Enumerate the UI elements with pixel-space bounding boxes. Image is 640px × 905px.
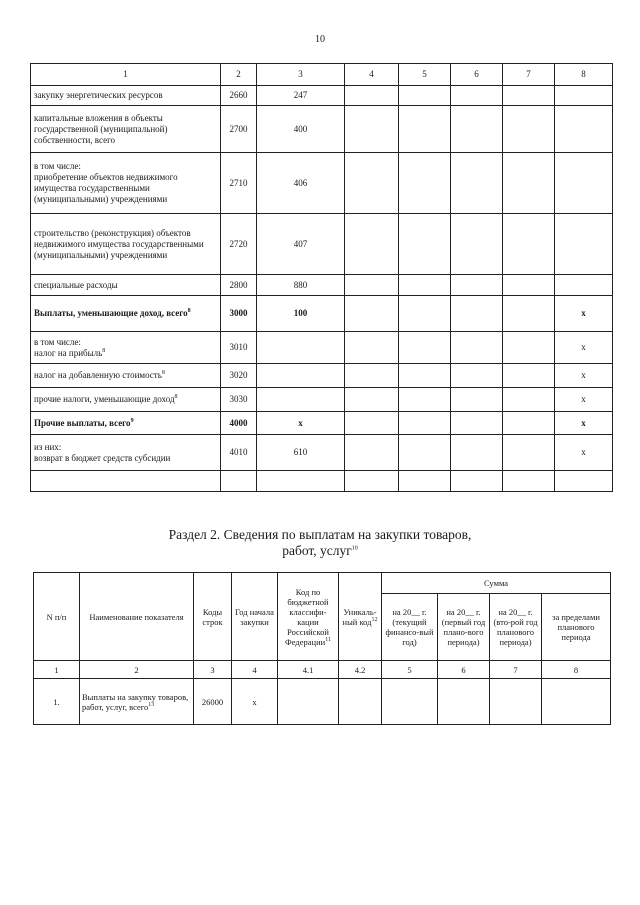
row-label bbox=[31, 388, 221, 412]
row-col8 bbox=[555, 214, 613, 275]
row-col6 bbox=[451, 388, 503, 412]
table-row bbox=[31, 471, 613, 492]
table-row bbox=[31, 214, 613, 275]
table-row bbox=[31, 364, 613, 388]
row-name-text: Выплаты на закупку товаров, работ, услуг, всего bbox=[82, 691, 189, 712]
row-col7 bbox=[503, 471, 555, 492]
row-code: 4010 bbox=[221, 435, 257, 471]
colnum-3: 3 bbox=[194, 661, 232, 679]
row-kbk: 100 bbox=[257, 296, 345, 332]
row-code: 2720 bbox=[221, 214, 257, 275]
header-sum-current: на 20__ г. (текущий финансо-вый год) bbox=[382, 594, 438, 661]
row-name bbox=[80, 679, 194, 725]
row-col7 bbox=[503, 296, 555, 332]
section-title-line2: работ, услуг bbox=[282, 543, 352, 558]
row-label bbox=[31, 435, 221, 471]
row-col7 bbox=[503, 332, 555, 364]
row-col7 bbox=[503, 435, 555, 471]
row-label bbox=[31, 412, 221, 435]
row-label bbox=[31, 471, 221, 492]
row-col6 bbox=[451, 214, 503, 275]
row-col4 bbox=[345, 364, 399, 388]
row-unique bbox=[339, 679, 382, 725]
col-header-8: 8 bbox=[555, 64, 613, 86]
row-col7 bbox=[503, 364, 555, 388]
row-sum-beyond bbox=[542, 679, 611, 725]
row-kbk: 406 bbox=[257, 153, 345, 214]
table-row bbox=[31, 153, 613, 214]
row-kbk: 247 bbox=[257, 86, 345, 106]
row-code: 2660 bbox=[221, 86, 257, 106]
row-col7 bbox=[503, 106, 555, 153]
row-code: 2710 bbox=[221, 153, 257, 214]
column-numbers-row bbox=[34, 661, 611, 679]
row-label-text: строительство (реконструкция) объектов недвижимого имущества государственными (муниципальными) учреждениями bbox=[34, 227, 204, 260]
row-label-text: прочие налоги, уменьшающие доход bbox=[34, 394, 175, 404]
row-label-text: в том числе: налог на прибыль bbox=[34, 336, 103, 358]
row-code: 2700 bbox=[221, 106, 257, 153]
row-code: 4000 bbox=[221, 412, 257, 435]
col-header-1: 1 bbox=[31, 64, 221, 86]
row-label-footnote: 8 bbox=[187, 308, 191, 314]
table-header-row bbox=[31, 64, 613, 86]
row-label bbox=[31, 153, 221, 214]
row-kbk bbox=[257, 332, 345, 364]
row-col6 bbox=[451, 86, 503, 106]
row-col6 bbox=[451, 412, 503, 435]
row-col4 bbox=[345, 275, 399, 296]
header-year: Год начала закупки bbox=[232, 573, 278, 661]
row-col5 bbox=[399, 275, 451, 296]
col-header-5: 5 bbox=[399, 64, 451, 86]
row-col5 bbox=[399, 106, 451, 153]
row-col6 bbox=[451, 435, 503, 471]
colnum-4-2: 4.2 bbox=[339, 661, 382, 679]
row-col5 bbox=[399, 412, 451, 435]
row-col6 bbox=[451, 364, 503, 388]
row-col5 bbox=[399, 388, 451, 412]
row-col4 bbox=[345, 86, 399, 106]
row-sum-first bbox=[438, 679, 490, 725]
row-col7 bbox=[503, 214, 555, 275]
row-col8: х bbox=[555, 412, 613, 435]
row-label bbox=[31, 296, 221, 332]
row-label-text: из них: возврат в бюджет средств субсидии bbox=[34, 441, 171, 463]
table-row bbox=[31, 332, 613, 364]
row-col6 bbox=[451, 275, 503, 296]
row-col4 bbox=[345, 332, 399, 364]
row-col8: х bbox=[555, 364, 613, 388]
row-kbk: 400 bbox=[257, 106, 345, 153]
row-col5 bbox=[399, 364, 451, 388]
section-title-line1: Раздел 2. Сведения по выплатам на закупки товаров, bbox=[168, 527, 472, 542]
col-header-2: 2 bbox=[221, 64, 257, 86]
row-label bbox=[31, 106, 221, 153]
header-sum-second: на 20__ г. (вто-рой год планового периода) bbox=[490, 594, 542, 661]
table-row bbox=[34, 679, 611, 725]
row-col6 bbox=[451, 296, 503, 332]
row-col5 bbox=[399, 214, 451, 275]
row-col5 bbox=[399, 296, 451, 332]
table-row bbox=[31, 275, 613, 296]
colnum-4-1: 4.1 bbox=[278, 661, 339, 679]
row-kbk bbox=[278, 679, 339, 725]
row-col4 bbox=[345, 153, 399, 214]
col-header-6: 6 bbox=[451, 64, 503, 86]
row-label bbox=[31, 275, 221, 296]
row-col4 bbox=[345, 471, 399, 492]
row-label bbox=[31, 364, 221, 388]
header-name: Наименование показателя bbox=[80, 573, 194, 661]
header-kbk-footnote: 11 bbox=[325, 636, 331, 643]
table-row bbox=[31, 388, 613, 412]
col-header-7: 7 bbox=[503, 64, 555, 86]
header-kbk bbox=[278, 573, 339, 661]
header-unique-text: Уникаль-ный код bbox=[342, 606, 377, 627]
row-col8: х bbox=[555, 332, 613, 364]
table-row bbox=[31, 106, 613, 153]
row-kbk bbox=[257, 364, 345, 388]
row-col8 bbox=[555, 275, 613, 296]
header-codes: Коды строк bbox=[194, 573, 232, 661]
row-label-footnote: 9 bbox=[130, 417, 134, 424]
row-col5 bbox=[399, 86, 451, 106]
row-col8 bbox=[555, 86, 613, 106]
colnum-8: 8 bbox=[542, 661, 611, 679]
row-label-footnote: 8 bbox=[174, 394, 178, 400]
row-col4 bbox=[345, 214, 399, 275]
col-header-3: 3 bbox=[257, 64, 345, 86]
header-np: N п/п bbox=[34, 573, 80, 661]
row-year: х bbox=[232, 679, 278, 725]
row-label-footnote: 8 bbox=[161, 370, 165, 376]
header-unique bbox=[339, 573, 382, 661]
row-code bbox=[221, 471, 257, 492]
row-col8 bbox=[555, 471, 613, 492]
row-col8: х bbox=[555, 388, 613, 412]
colnum-7: 7 bbox=[490, 661, 542, 679]
row-col6 bbox=[451, 471, 503, 492]
row-col5 bbox=[399, 471, 451, 492]
colnum-4: 4 bbox=[232, 661, 278, 679]
row-label-text: специальные расходы bbox=[34, 279, 118, 290]
row-col6 bbox=[451, 332, 503, 364]
row-col4 bbox=[345, 388, 399, 412]
page-number: 10 bbox=[315, 34, 325, 45]
colnum-5: 5 bbox=[382, 661, 438, 679]
row-kbk bbox=[257, 471, 345, 492]
row-col4 bbox=[345, 106, 399, 153]
row-label-text: налог на добавленную стоимость bbox=[34, 370, 162, 380]
header-kbk-text: Код по бюджетной классифи-кации Российской Федерации bbox=[285, 586, 329, 647]
row-col7 bbox=[503, 388, 555, 412]
row-col4 bbox=[345, 435, 399, 471]
row-kbk: 880 bbox=[257, 275, 345, 296]
row-col4 bbox=[345, 412, 399, 435]
purchases-table bbox=[33, 572, 611, 725]
row-sum-current bbox=[382, 679, 438, 725]
row-col7 bbox=[503, 153, 555, 214]
row-kbk: х bbox=[257, 412, 345, 435]
row-code: 2800 bbox=[221, 275, 257, 296]
row-label bbox=[31, 332, 221, 364]
header-unique-footnote: 12 bbox=[371, 616, 378, 623]
row-col5 bbox=[399, 435, 451, 471]
row-sum-second bbox=[490, 679, 542, 725]
row-col6 bbox=[451, 106, 503, 153]
row-col7 bbox=[503, 275, 555, 296]
row-code: 3000 bbox=[221, 296, 257, 332]
table-row bbox=[31, 296, 613, 332]
payments-table bbox=[30, 63, 613, 492]
row-col8 bbox=[555, 153, 613, 214]
row-np: 1. bbox=[34, 679, 80, 725]
row-label bbox=[31, 86, 221, 106]
row-label-text: Прочие выплаты, всего bbox=[34, 417, 131, 428]
row-kbk bbox=[257, 388, 345, 412]
row-col4 bbox=[345, 296, 399, 332]
row-label bbox=[31, 214, 221, 275]
row-col6 bbox=[451, 153, 503, 214]
row-kbk: 407 bbox=[257, 214, 345, 275]
row-col8: х bbox=[555, 296, 613, 332]
row-col7 bbox=[503, 412, 555, 435]
row-code: 3020 bbox=[221, 364, 257, 388]
row-col7 bbox=[503, 86, 555, 106]
row-label-text: в том числе: приобретение объектов недвижимого имущества государственными (муниципальными) учреждениями bbox=[34, 161, 178, 204]
row-label-text: Выплаты, уменьшающие доход, всего bbox=[34, 308, 188, 318]
header-sum-first: на 20__ г. (первый год плано-вого периода) bbox=[438, 594, 490, 661]
section-title-footnote: 10 bbox=[351, 545, 358, 552]
row-col8: х bbox=[555, 435, 613, 471]
row-kbk: 610 bbox=[257, 435, 345, 471]
table-row bbox=[31, 86, 613, 106]
colnum-6: 6 bbox=[438, 661, 490, 679]
row-col5 bbox=[399, 332, 451, 364]
table-row bbox=[31, 435, 613, 471]
colnum-2: 2 bbox=[80, 661, 194, 679]
row-col8 bbox=[555, 106, 613, 153]
row-code: 3030 bbox=[221, 388, 257, 412]
colnum-1: 1 bbox=[34, 661, 80, 679]
section-title bbox=[0, 527, 640, 559]
row-code: 26000 bbox=[194, 679, 232, 725]
row-code: 3010 bbox=[221, 332, 257, 364]
row-name-footnote: 13 bbox=[148, 701, 155, 708]
table-row bbox=[31, 412, 613, 435]
row-label-footnote: 8 bbox=[102, 347, 106, 354]
row-label-text: капитальные вложения в объекты государственной (муниципальной) собственности, всего bbox=[34, 112, 168, 145]
header-sum-beyond: за пределами планового периода bbox=[542, 594, 611, 661]
row-col5 bbox=[399, 153, 451, 214]
row-label-text: закупку энергетических ресурсов bbox=[34, 90, 163, 100]
header-sum: Сумма bbox=[382, 573, 611, 594]
col-header-4: 4 bbox=[345, 64, 399, 86]
